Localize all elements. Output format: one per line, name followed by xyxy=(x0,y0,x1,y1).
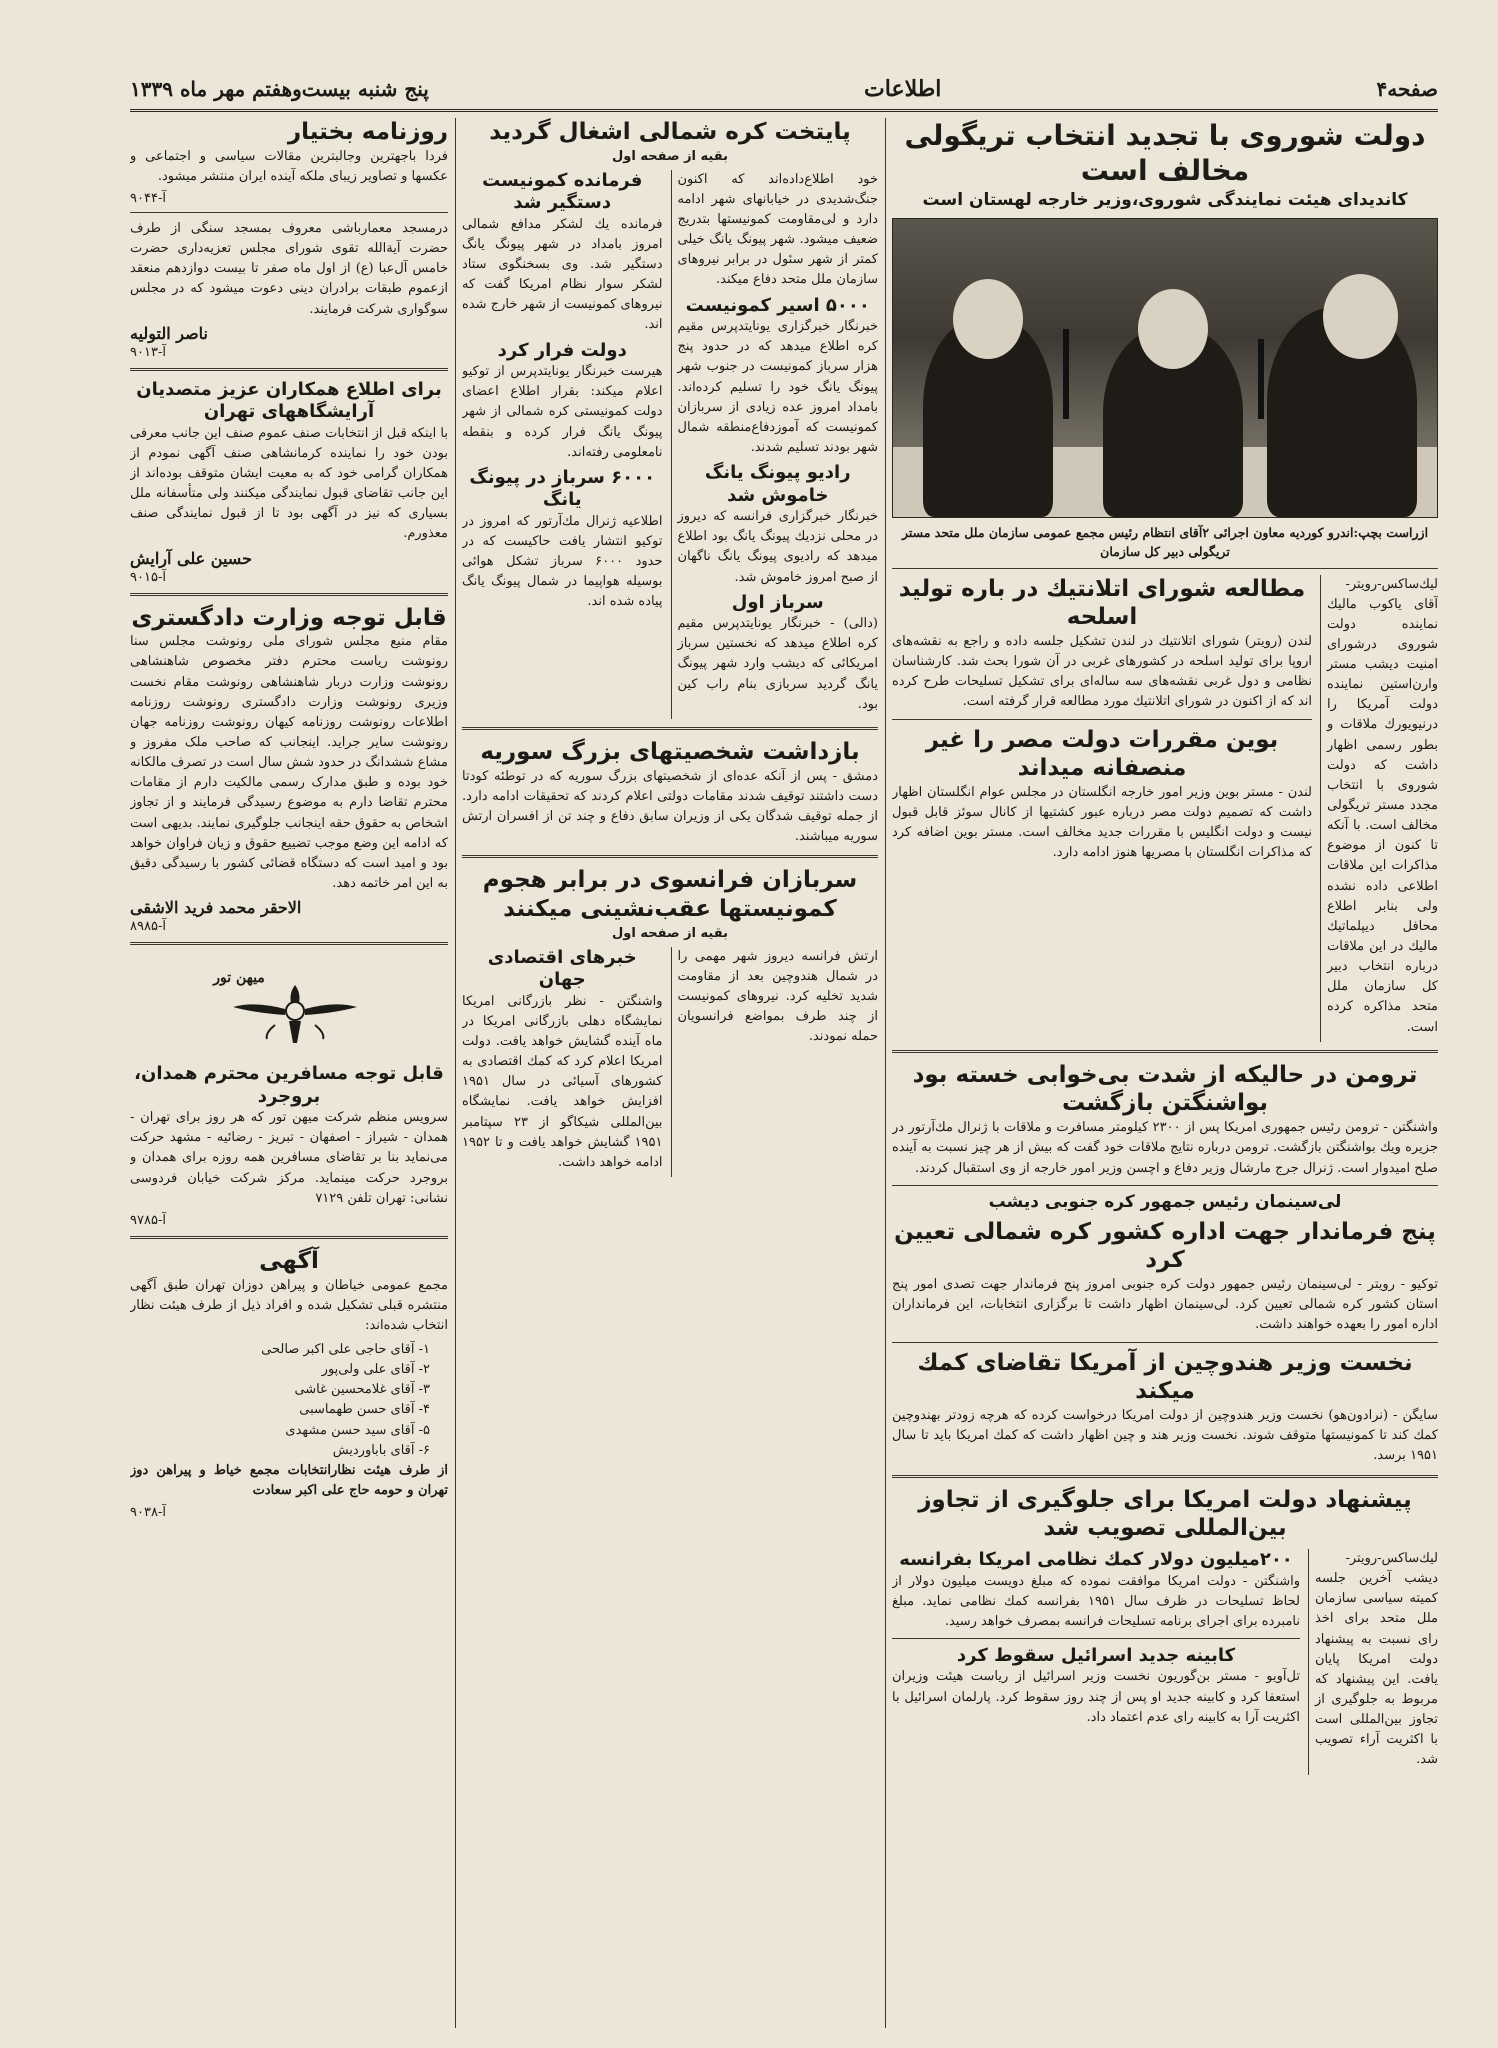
barbers-body: با اینکه قبل از انتخابات صنف عموم صنف این جانب معرفی بودن خود را نماینده کرمانشاهی صنف آگهی نمودم از همکاران گرامی خود که به معیت ایشان متوقف بوده‌اند از این جانب تقاضای قبول نمایندگی میکنند ولی متأسفانه ملل بسیاری که نیز در آگهی بود تا از قبول نمایندگی صنف معذورم. xyxy=(130,425,448,542)
indochina-headline: نخست وزیر هندوچین از آمریكا تقاضای كمك میكند xyxy=(917,1349,1413,1405)
photo-caption: ازراست بچپ:اندرو کوردیه معاون اجرائی ۲آقای انتظام رئیس مجمع عمومی سازمان ملل متحد مستر تریگولی دبیر کل سازمان xyxy=(901,525,1429,559)
ad-code: آ-۹۰۱۳ xyxy=(130,344,166,360)
travel-headline: قابل توجه مسافرین محترم همدان، بروجرد xyxy=(134,1063,444,1107)
defense-headline: سربازان فرانسوی در برابر هجوم كمونیستها عقب‌نشینی میكنند xyxy=(482,867,858,922)
barbers-signature: حسین علی آرایش xyxy=(130,548,252,568)
ad-code: آ-۹۷۸۵ xyxy=(130,1212,166,1228)
radio-headline: رادیو پیونگ یانگ خاموش شد xyxy=(704,462,851,506)
economic-headline: خبرهای اقتصادی جهان xyxy=(487,946,637,991)
israel-body: تل‌آویو - مستر بن‌گوریون نخست وزیر اسرائیل از ریاست هیئت وزیران استعفا كرد و كابینه جدید او پس از چند روز سقوط كرد. پارلمان اسرائیل با اكثریت آرا به كابینه رای عدم اعتماد داد. xyxy=(892,1669,1300,1725)
column-left xyxy=(130,118,448,2028)
lead-subhead: کاندیدای هیئت نمایندگی شوروی،وزیر خارجه لهستان است xyxy=(922,190,1408,210)
soldier-body: (دالی) - خبرنگار یونایتدپرس مقیم كره اطلاع میدهد كه نخستین سرباز امریكائی كه دیشب وارد شهر پیونگ یانگ گردید سربازی بنام راب كین بود. xyxy=(677,616,878,712)
masthead xyxy=(130,68,1438,112)
defense-body: ارتش فرانسه دیروز شهر مهمی را در شمال هندوچین بعد از مقاومت شدید تخلیه كرد. نیروهای كمونیست از چند طرف بمواضع فرانسویان حمله نمودند. xyxy=(677,948,878,1045)
emblem-brand: میهن تور xyxy=(213,970,265,987)
bakhtiar-body: فردا باجهترین وجالبترین مقالات سیاسی و اجتماعی و عکسها و تصاویر زیبای ملکه آینده ایران منتشر میشود. xyxy=(130,148,448,184)
israel-headline: كابینه جدید اسرائیل سقوط كرد xyxy=(956,1644,1236,1666)
lead-body: لیك‌ساكس-رویتر-آقای یاكوب مالیك نماینده دولت شوروی درشورای امنیت دیشب مستر وارن‌استین نماینده دولت آمریكا را درنیویورك ملاقات و بطور رسمی اظهار داشت كه دولت شوروی با انتخاب مجدد مستر تریگولی مخالف است. با آنكه تا كنون از موضوع مذاكرات این ملاقات اطلاعی داده نشده ولی بنابر اطلاع محافل دیپلماتیك مالیك در این ملاقات درباره انتخاب دبیر كل سازمان ملل متحد مذاكره كرده است. xyxy=(1327,576,1438,1035)
list-item: ۶- آقای باباوردیش xyxy=(332,1442,430,1458)
justice-headline: قابل توجه وزارت دادگستری xyxy=(131,604,447,631)
capital-headline: پایتخت كره شمالی اشغال گردید xyxy=(489,119,851,145)
barbers-headline: برای اطلاع همکاران عزیز متصدیان آرایشگاههای تهران xyxy=(136,378,442,423)
korea-body: توكیو - رویتر - لی‌سینمان رئیس جمهور دولت كره جنوبی امروز پنج فرماندار جهت تصدی امور پنج استان كشور كره شمالی تعیین كرد. لی‌سینمان اظهار داشت تا برگزاری انتخابات، این فرمانداران اداره امور را بعهده خواهند داشت. xyxy=(892,1277,1438,1333)
radio-body: خبرنگار خبرگزاری فرانسه كه دیروز در محلی نزدیك پیونگ یانگ بود اطلاع میدهد كه رادیوی پیونگ یانگ ناگهان از صبح امروز خاموش شد. xyxy=(677,509,878,585)
bakhtiar-headline: روزنامه بختیار xyxy=(287,119,448,145)
list-item: ۲- آقای علی ولی‌پور xyxy=(321,1362,430,1378)
travel-body: سرویس منظم شرکت میهن تور که هر روز برای تهران - همدان - شیراز - اصفهان - تبریز - رضائیه - مشهد حرکت می‌نماید بنا بر تقاضای مسافرین همه روزه برای همدان و بروجرد حرکت مینماید. مرکز شرکت خیابان فردوسی نشانی: تهران تلفن ۷۱۲۹ xyxy=(130,1110,448,1206)
ad-code: آ-۹۰۳۸ xyxy=(130,1505,166,1521)
ad-code: آ-۹۰۱۵ xyxy=(130,569,166,585)
ad-code: آ-۹۰۴۴ xyxy=(130,191,166,207)
govt-headline: دولت فرار كرد xyxy=(497,339,627,361)
list-item: ۱- آقای حاجی علی اکبر صالحی xyxy=(261,1342,430,1358)
capital-body: خود اطلاع‌داده‌اند كه اكنون جنگ‌شدیدی در خیابانهای شهر ادامه دارد و لی‌مقاومت كمونیستها بتدریج ضعیف میشود. شهر پیونگ یانگ خیلی كمتر از شهر سئول در برابر نیروهای سازمان ملل متحد دفاع میكند. xyxy=(677,171,878,288)
prisoners-body: خبرنگار خبرگزاری یونایتدپرس مقیم كره اطلاع میدهد كه در حدود پنج هزار سرباز كمونیست در جنوب شهر پیونگ یانگ خود را تسلیم كرده‌اند. بامداد امروز عده زیادی از سربازان كمونیست كه‌ آموزدفاع‌منطقه شمال شهر بودند تسلیم شدند. xyxy=(677,319,878,455)
korea-headline: پنج فرماندار جهت اداره كشور كره شمالی تعیین كرد xyxy=(894,1218,1436,1274)
page-label: صفحه۴ xyxy=(1376,76,1438,101)
proposal-body: لیك‌ساكس-رویتر-دیشب آخرین جلسه كمیته سیاسی سازمان ملل متحد برای اخذ رای نسبت به پیشنهاد دولت امریكا پایان یافت. این پیشنهاد كه مربوط به جلوگیری از تجاوز بین‌المللی است با اكثریت آراء تصویب شد. xyxy=(1315,1551,1438,1768)
notice-footer: از طرف هیئت نظارانتخابات مجمع خیاط و پیراهن دوز تهران و حومه حاج علی اكبر سعادت xyxy=(130,1462,448,1499)
egypt-body: لندن - مستر بوین وزیر امور خارجه انگلستان در مجلس عوام انگلستان اظهار داشت كه تصمیم دولت مصر درباره عبور كشتیها از كانال سوئز قابل قبول نیست و دولت انگلیس با مقررات جدید مخالف است. مستر بوین اضافه كرد كه مذاكرات انگلستان با مصریها هنوز ادامه دارد. xyxy=(892,785,1312,861)
justice-signature: الاحقر محمد فرید الاشقی xyxy=(130,898,302,918)
defense-continued: بقیه از صفحه اول xyxy=(612,925,728,941)
notice-headline: آگهی xyxy=(259,1247,319,1274)
proposal-headline: پیشنهاد دولت امریكا برای جلوگیری از تجاوز بین‌المللی تصویب شد xyxy=(918,1486,1412,1542)
ad-code: آ-۸۹۸۵ xyxy=(130,919,166,935)
egypt-headline: بوین مقررات دولت مصر را غیر منصفانه میداند xyxy=(925,726,1279,782)
list-item: ۳- آقای غلامحسین غاشی xyxy=(294,1382,430,1398)
paper-name: اطلاعات xyxy=(864,75,942,102)
govt-body: هیرست خبرنگار یونایتدپرس از توكیو اعلام میكند: بقرار اطلاع اعضای دولت كمونیستی كره شمالی از شهر پیونگ یانگ فرار كرده و بنقطه نامعلومی رفته‌اند. xyxy=(462,364,663,460)
prisoners-headline: ۵۰۰۰ اسیر كمونیست xyxy=(685,294,870,316)
justice-body: مقام منیع مجلس شورای ملی رونوشت مجلس سنا رونوشت ریاست محترم دفتر مخصوص شاهنشاهی رونوشت وزارت دربار شاهنشاهی رونوشت مقام نخست وزیری رونوشت وزارت دادگستری رونوشت روزنامه اطلاعات رونوشت روزنامه کیهان رونوشت روزنامه جهان رونوشت سایر جراید. اینجانب که صاحب ملک مفروز و مشاع ششدانگ در حدود شش سال است در تصرف مالکانه خود بوده و طبق مدارک رسمی مالکیت دارم از مقامات محترم تقاضا دارم به موضوع رسیدگی فرمایند و از تجاوز اشخاص به حقوق حقه اینجانب جلوگیری نمایند. بدیهی است که ادامه این وضع موجب تضییع حقوق و زیان فراوان خواهد بود و امید است که دستگاه قضائی کشور با رسیدگی دقیق به این امر خاتمه دهد. xyxy=(130,634,448,892)
column-rule xyxy=(455,118,456,2028)
soldier-headline: سرباز اول xyxy=(731,591,824,613)
indochina-body: سایگن - (نرادون‌هو) نخست وزیر هندوچین از دولت امریكا درخواست كرده كه هرچه زودتر بهندوچین كمك كند تا كمونیستها متوقف شوند. نخست وزیر هند و چین اظهار داشت كه كمك امریكا باید تا سال ۱۹۵۱ برسد. xyxy=(892,1408,1438,1464)
notice-members xyxy=(130,1340,448,1461)
news-photo xyxy=(892,218,1438,518)
syria-body: دمشق - پس از آنكه عده‌ای از شخصیتهای بزرگ سوریه كه در توطئه كودتا دست داشتند توقیف شدند مقامات دولتی اعلام كردند كه تحقیقات ادامه دارد. از جمله توقیف شدگان یكی از وزیران سابق دفاع و چند تن از افسران ارتش سوریه میباشند. xyxy=(462,768,878,845)
lead-headline: دولت شوروی با تجدید انتخاب تریگولی مخالف است xyxy=(904,119,1426,187)
atlantic-headline: مطالعه شورای اتلانتیك در باره تولید اسلحه xyxy=(898,575,1306,631)
aid-headline: ۲۰۰میلیون دولار كمك نظامی امریكا بفرانسه xyxy=(899,1549,1293,1570)
column-right xyxy=(892,118,1438,2028)
issue-date: پنج شنبه بیست‌وهفتم مهر ماه ۱۳۳۹ xyxy=(130,76,429,101)
economic-body: واشنگتن - نظر بازرگانی امریكا نمایشگاه دهلی بازرگانی امریكا در ماه آینده گشایش خواهد یافت. دولت امریكا اعلام كرد كه كمك اقتصادی به كشورهای آسیائی در سال ۱۹۵۱ افزایش خواهد یافت. نمایشگاه بین‌المللی شیكاگو از ۲۳ سپتامبر ۱۹۵۱ گشایش خواهد یافت و تا ۱۹۵۲ ادامه خواهد داشت. xyxy=(462,993,663,1170)
notice-body: مجمع عمومی خیاطان و پیراهن دوزان تهران طبق آگهی منتشره قبلی تشکیل شده و افراد ذیل از طرف هیئت نظار انتخاب شده‌اند: xyxy=(130,1277,448,1333)
paratroops-body: اطلاعیه ژنرال مك‌آرتور كه امروز در توكیو انتشار یافت حاكیست كه در حدود ۶۰۰۰ سرباز تشكل هوائی بوسیله هواپیما در شمال پیونگ یانگ پیاده شده اند. xyxy=(462,513,663,610)
memorial-body: درمسجد معمارباشی معروف بمسجد سنگی از طرف حضرت آیةالله تقوی شورای مجلس تعزیه‌داری حضرت خامس آل‌عبا (ع) از اول ماه صفر تا بیست دوازدهم منعقد ازعموم طبقات برادران دینی دعوت میشود که در مجلس سوگواری شرکت فرمایند. xyxy=(130,221,448,317)
faravahar-emblem xyxy=(130,953,448,1063)
memorial-signature: ناصر التولیه xyxy=(130,323,209,343)
list-item: ۴- آقای حسن طهماسبی xyxy=(299,1402,430,1418)
column-rule xyxy=(885,118,886,2028)
paratroops-headline: ۶۰۰۰ سرباز در پیونگ یانگ xyxy=(469,466,656,511)
korea-sublabel: لی‌سینمان رئیس جمهور كره جنوبی دیشب xyxy=(988,1191,1342,1212)
commander-headline: فرمانده كمونیست دستگیر شد xyxy=(482,169,643,214)
column-middle xyxy=(462,118,878,2028)
capital-continued: بقیه از صفحه اول xyxy=(612,148,728,164)
truman-body: واشنگتن - ترومن رئیس جمهوری امریكا پس از ۲۳۰۰ كیلومتر مسافرت و ملاقات با ژنرال مك‌آرتور در جزیره ویك بواشنگتن بازگشت. ترومن درباره نتایج ملاقات خود گفت كه بیش از هر چیز نسبت به آینده صلح امیدوار است. ژنرال جرج مارشال وزیر دفاع و اچسن وزیر امور خارجه از وی استقبال كردند. xyxy=(892,1120,1438,1176)
commander-body: فرمانده یك لشكر مدافع شمالی امروز بامداد در شهر پیونگ یانگ دستگیر شد. وی بسخنگوی ستاد لشكر سوار نظام امریكا گفت كه نیروهای كمونیست از شهر خارج شده اند. xyxy=(462,216,663,333)
syria-headline: بازداشت شخصیتهای بزرگ سوریه xyxy=(480,738,860,765)
aid-body: واشنگتن - دولت امریكا موافقت نموده كه مبلغ دویست میلیون دولار از لحاظ تسلیحات در ظرف سال ۱۹۵۱ بفرانسه كمك نظامی نماید. مبلغ نامبرده برای اجرای برنامه تسلیحات فرانسه بمصرف خواهد رسید. xyxy=(892,1573,1300,1629)
truman-headline: ترومن در حالیكه از شدت بی‌خوابی خسته بود بواشنگتن بازگشت xyxy=(912,1061,1418,1117)
list-item: ۵- آقای سید حسن مشهدی xyxy=(285,1422,430,1438)
atlantic-body: لندن (رویتر) شورای اتلانتیك در لندن تشكیل جلسه داده و راجع به نقشه‌های اروپا برای تولید اسلحه در كشورهای غربی در آن شورا بحث شد. كارشناسان نظامی و دول غربی نقشه‌های سه ساله‌ای برای تشكیل تسلیحات طرح كرده اند كه از اكنون در شورای اتلانتیك مورد مطالعه قرار گرفته است. xyxy=(892,634,1312,710)
